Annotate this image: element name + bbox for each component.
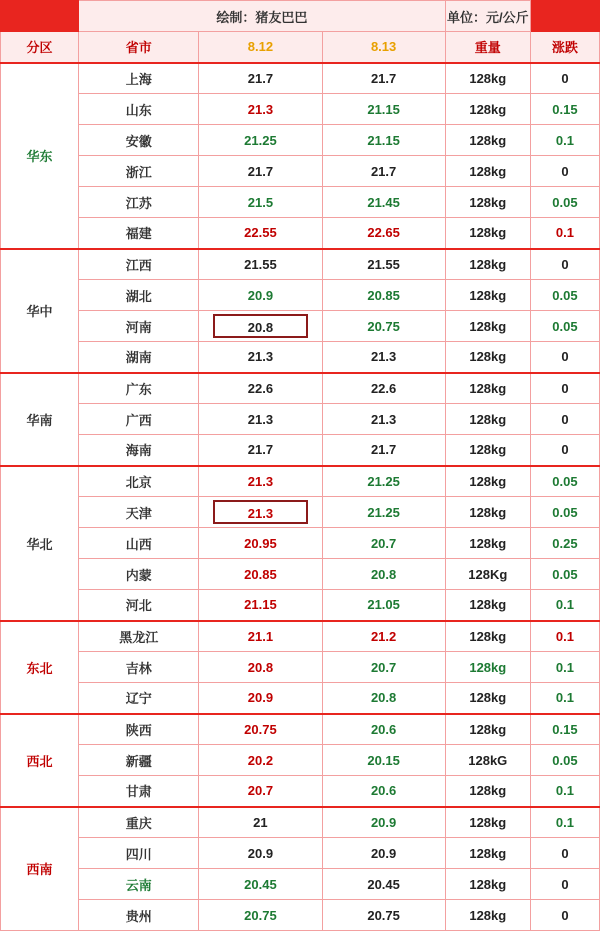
weight-cell: 128kg bbox=[445, 714, 530, 745]
price-cell-date-2: 22.65 bbox=[322, 218, 445, 249]
table-row bbox=[1, 559, 600, 590]
price-cell-date-2: 21.7 bbox=[322, 63, 445, 94]
region-cell: 华北 bbox=[1, 466, 79, 621]
weight-cell: 128kg bbox=[445, 218, 530, 249]
table-row bbox=[1, 311, 600, 342]
header-date-2: 8.13 bbox=[322, 32, 445, 63]
change-cell: 0 bbox=[530, 373, 599, 404]
region-cell: 华东 bbox=[1, 63, 79, 249]
change-cell: 0.1 bbox=[530, 807, 599, 838]
table-row bbox=[1, 342, 600, 373]
table-row bbox=[1, 745, 600, 776]
table-row bbox=[1, 776, 600, 807]
table-row bbox=[1, 249, 600, 280]
change-cell: 0 bbox=[530, 900, 599, 931]
table-row bbox=[1, 590, 600, 621]
weight-cell: 128kg bbox=[445, 683, 530, 714]
price-cell-date-2: 21.7 bbox=[322, 435, 445, 466]
region-cell: 华南 bbox=[1, 373, 79, 466]
banner-right-block bbox=[530, 1, 599, 32]
price-cell-date-1: 20.8 bbox=[199, 652, 322, 683]
price-cell-date-1: 21.5 bbox=[199, 187, 322, 218]
price-cell-date-2: 20.7 bbox=[322, 652, 445, 683]
table-row bbox=[1, 435, 600, 466]
province-cell: 江苏 bbox=[79, 187, 199, 218]
price-cell-date-1: 20.9 bbox=[199, 838, 322, 869]
province-cell: 四川 bbox=[79, 838, 199, 869]
price-cell-date-1: 20.7 bbox=[199, 776, 322, 807]
weight-cell: 128kg bbox=[445, 807, 530, 838]
weight-cell: 128kg bbox=[445, 776, 530, 807]
price-cell-date-2: 21.25 bbox=[322, 466, 445, 497]
region-cell: 华中 bbox=[1, 249, 79, 373]
table-row bbox=[1, 807, 600, 838]
weight-cell: 128kg bbox=[445, 404, 530, 435]
price-cell-date-2: 20.8 bbox=[322, 559, 445, 590]
province-cell: 湖北 bbox=[79, 280, 199, 311]
province-cell: 广东 bbox=[79, 373, 199, 404]
change-cell: 0.05 bbox=[530, 466, 599, 497]
weight-cell: 128kg bbox=[445, 280, 530, 311]
province-cell: 山东 bbox=[79, 94, 199, 125]
weight-cell: 128kg bbox=[445, 373, 530, 404]
weight-cell: 128kg bbox=[445, 621, 530, 652]
price-cell-date-1: 20.75 bbox=[199, 900, 322, 931]
change-cell: 0.1 bbox=[530, 652, 599, 683]
weight-cell: 128kg bbox=[445, 528, 530, 559]
price-cell-date-1: 20.9 bbox=[199, 683, 322, 714]
change-cell: 0.05 bbox=[530, 187, 599, 218]
province-cell: 上海 bbox=[79, 63, 199, 94]
province-cell: 吉林 bbox=[79, 652, 199, 683]
province-cell: 河南 bbox=[79, 311, 199, 342]
price-cell-date-1: 21.25 bbox=[199, 125, 322, 156]
price-cell-date-2: 20.6 bbox=[322, 776, 445, 807]
price-cell-date-1: 20.75 bbox=[199, 714, 322, 745]
province-cell: 甘肃 bbox=[79, 776, 199, 807]
province-cell: 山西 bbox=[79, 528, 199, 559]
header-region: 分区 bbox=[1, 32, 79, 63]
table-row bbox=[1, 63, 600, 94]
highlight-box: 20.8 bbox=[213, 314, 307, 338]
change-cell: 0 bbox=[530, 249, 599, 280]
change-cell: 0.15 bbox=[530, 714, 599, 745]
header-date-1: 8.12 bbox=[199, 32, 322, 63]
price-cell-date-2: 20.15 bbox=[322, 745, 445, 776]
province-cell: 陕西 bbox=[79, 714, 199, 745]
price-cell-date-2: 22.6 bbox=[322, 373, 445, 404]
price-cell-date-2: 20.75 bbox=[322, 900, 445, 931]
price-cell-date-2: 20.9 bbox=[322, 838, 445, 869]
table-row bbox=[1, 528, 600, 559]
province-cell: 北京 bbox=[79, 466, 199, 497]
header-weight: 重量 bbox=[445, 32, 530, 63]
price-cell-date-1: 22.6 bbox=[199, 373, 322, 404]
change-cell: 0.1 bbox=[530, 218, 599, 249]
weight-cell: 128kg bbox=[445, 63, 530, 94]
table-row bbox=[1, 218, 600, 249]
change-cell: 0.15 bbox=[530, 94, 599, 125]
change-cell: 0 bbox=[530, 404, 599, 435]
weight-cell: 128kg bbox=[445, 187, 530, 218]
price-cell-date-2: 21.15 bbox=[322, 94, 445, 125]
price-cell-date-1: 20.9 bbox=[199, 280, 322, 311]
province-cell: 海南 bbox=[79, 435, 199, 466]
price-cell-date-1: 21.3 bbox=[199, 404, 322, 435]
region-cell: 西南 bbox=[1, 807, 79, 931]
price-cell-date-1: 21.3 bbox=[199, 342, 322, 373]
change-cell: 0.05 bbox=[530, 311, 599, 342]
province-cell: 贵州 bbox=[79, 900, 199, 931]
table-row bbox=[1, 280, 600, 311]
change-cell: 0.05 bbox=[530, 559, 599, 590]
price-cell-date-1: 21.55 bbox=[199, 249, 322, 280]
header-row bbox=[1, 32, 600, 63]
table-row bbox=[1, 466, 600, 497]
change-cell: 0.05 bbox=[530, 745, 599, 776]
weight-cell: 128kg bbox=[445, 94, 530, 125]
change-cell: 0 bbox=[530, 869, 599, 900]
province-cell: 天津 bbox=[79, 497, 199, 528]
province-cell: 内蒙 bbox=[79, 559, 199, 590]
change-cell: 0 bbox=[530, 156, 599, 187]
weight-cell: 128kg bbox=[445, 342, 530, 373]
change-cell: 0 bbox=[530, 342, 599, 373]
price-cell-date-2: 21.15 bbox=[322, 125, 445, 156]
price-cell-date-1 bbox=[199, 311, 322, 342]
change-cell: 0 bbox=[530, 63, 599, 94]
price-cell-date-1: 20.2 bbox=[199, 745, 322, 776]
price-cell-date-2: 21.25 bbox=[322, 497, 445, 528]
province-cell: 福建 bbox=[79, 218, 199, 249]
table-row bbox=[1, 869, 600, 900]
weight-cell: 128kg bbox=[445, 652, 530, 683]
province-cell: 湖南 bbox=[79, 342, 199, 373]
price-cell-date-1: 21.7 bbox=[199, 63, 322, 94]
weight-cell: 128kg bbox=[445, 125, 530, 156]
change-cell: 0.25 bbox=[530, 528, 599, 559]
price-cell-date-2: 21.7 bbox=[322, 156, 445, 187]
weight-cell: 128kg bbox=[445, 869, 530, 900]
weight-cell: 128kg bbox=[445, 900, 530, 931]
price-cell-date-1: 21.7 bbox=[199, 435, 322, 466]
province-cell: 黑龙江 bbox=[79, 621, 199, 652]
table-row bbox=[1, 900, 600, 931]
weight-cell: 128kg bbox=[445, 156, 530, 187]
region-cell: 西北 bbox=[1, 714, 79, 807]
table-row bbox=[1, 652, 600, 683]
price-cell-date-2: 20.85 bbox=[322, 280, 445, 311]
table-row bbox=[1, 187, 600, 218]
table-row bbox=[1, 373, 600, 404]
province-cell: 重庆 bbox=[79, 807, 199, 838]
table-row bbox=[1, 714, 600, 745]
weight-cell: 128kg bbox=[445, 435, 530, 466]
price-cell-date-2: 21.05 bbox=[322, 590, 445, 621]
price-cell-date-1: 22.55 bbox=[199, 218, 322, 249]
table-row bbox=[1, 621, 600, 652]
province-cell: 新疆 bbox=[79, 745, 199, 776]
weight-cell: 128kg bbox=[445, 590, 530, 621]
change-cell: 0.1 bbox=[530, 125, 599, 156]
change-cell: 0.1 bbox=[530, 590, 599, 621]
province-cell: 江西 bbox=[79, 249, 199, 280]
price-cell-date-2: 21.45 bbox=[322, 187, 445, 218]
table-row bbox=[1, 683, 600, 714]
price-cell-date-2: 20.7 bbox=[322, 528, 445, 559]
price-cell-date-2: 21.2 bbox=[322, 621, 445, 652]
change-cell: 0.05 bbox=[530, 280, 599, 311]
region-cell: 东北 bbox=[1, 621, 79, 714]
table-row bbox=[1, 94, 600, 125]
table-row bbox=[1, 497, 600, 528]
change-cell: 0 bbox=[530, 435, 599, 466]
price-cell-date-1: 21.3 bbox=[199, 466, 322, 497]
banner-author: 绘制：猪友巴巴 bbox=[79, 1, 446, 32]
price-cell-date-1 bbox=[199, 497, 322, 528]
banner-unit: 单位：元/公斤 bbox=[445, 1, 530, 32]
province-cell: 安徽 bbox=[79, 125, 199, 156]
price-cell-date-2: 20.45 bbox=[322, 869, 445, 900]
weight-cell: 128kg bbox=[445, 497, 530, 528]
price-cell-date-1: 20.85 bbox=[199, 559, 322, 590]
weight-cell: 128Kg bbox=[445, 559, 530, 590]
price-cell-date-1: 20.95 bbox=[199, 528, 322, 559]
table-row bbox=[1, 404, 600, 435]
price-cell-date-1: 20.45 bbox=[199, 869, 322, 900]
price-cell-date-2: 20.8 bbox=[322, 683, 445, 714]
weight-cell: 128kg bbox=[445, 838, 530, 869]
weight-cell: 128kg bbox=[445, 249, 530, 280]
weight-cell: 128kg bbox=[445, 466, 530, 497]
price-cell-date-2: 21.3 bbox=[322, 342, 445, 373]
price-cell-date-1: 21.7 bbox=[199, 156, 322, 187]
header-change: 涨跌 bbox=[530, 32, 599, 63]
highlight-box: 21.3 bbox=[213, 500, 307, 524]
price-cell-date-1: 21.1 bbox=[199, 621, 322, 652]
change-cell: 0.1 bbox=[530, 776, 599, 807]
price-cell-date-2: 21.55 bbox=[322, 249, 445, 280]
price-cell-date-2: 21.3 bbox=[322, 404, 445, 435]
price-cell-date-1: 21 bbox=[199, 807, 322, 838]
change-cell: 0.1 bbox=[530, 683, 599, 714]
header-province: 省市 bbox=[79, 32, 199, 63]
province-cell: 浙江 bbox=[79, 156, 199, 187]
table-row bbox=[1, 156, 600, 187]
banner-left-block bbox=[1, 1, 79, 32]
change-cell: 0 bbox=[530, 838, 599, 869]
change-cell: 0.1 bbox=[530, 621, 599, 652]
table-row bbox=[1, 125, 600, 156]
price-cell-date-2: 20.9 bbox=[322, 807, 445, 838]
price-cell-date-2: 20.75 bbox=[322, 311, 445, 342]
table-row bbox=[1, 838, 600, 869]
province-cell: 辽宁 bbox=[79, 683, 199, 714]
province-cell: 云南 bbox=[79, 869, 199, 900]
price-cell-date-2: 20.6 bbox=[322, 714, 445, 745]
price-cell-date-1: 21.3 bbox=[199, 94, 322, 125]
change-cell: 0.05 bbox=[530, 497, 599, 528]
price-cell-date-1: 21.15 bbox=[199, 590, 322, 621]
province-cell: 广西 bbox=[79, 404, 199, 435]
banner-row bbox=[1, 1, 600, 32]
weight-cell: 128kg bbox=[445, 311, 530, 342]
province-cell: 河北 bbox=[79, 590, 199, 621]
weight-cell: 128kG bbox=[445, 745, 530, 776]
